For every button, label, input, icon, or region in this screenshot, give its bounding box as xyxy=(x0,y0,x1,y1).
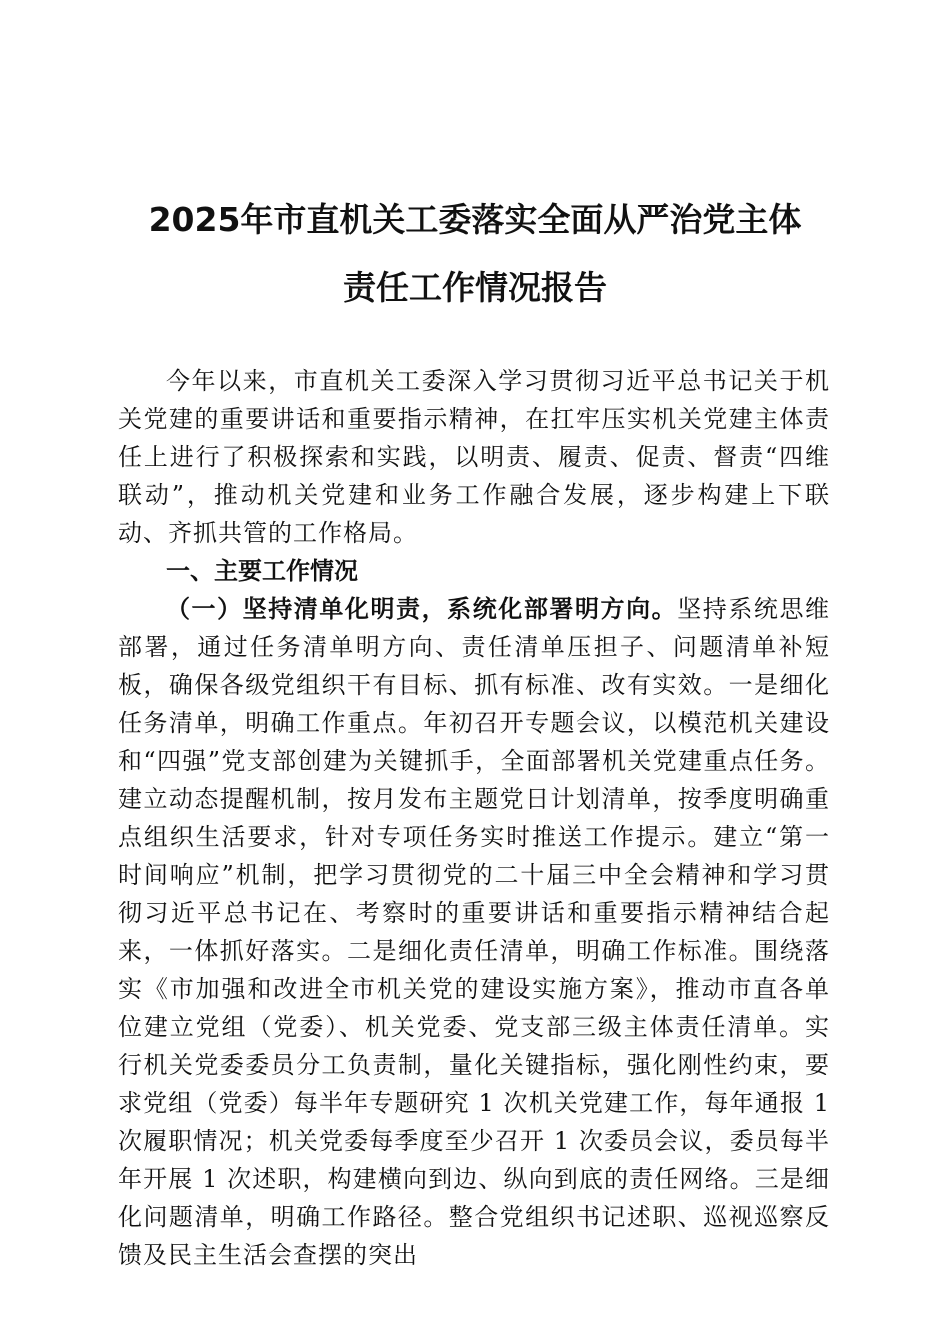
sub-heading-checklist: （一）坚持清单化明责，系统化部署明方向。 xyxy=(166,594,678,623)
document-body xyxy=(118,362,830,1274)
intro-paragraph: 今年以来，市直机关工委深入学习贯彻习近平总书记关于机关党建的重要讲话和重要指示精神，在扛牢压实机关党建主体责任上进行了积极探索和实践，以明责、履责、促责、督责“四维联动”，推动机关党建和业务工作融合发展，逐步构建上下联动、齐抓共管的工作格局。 xyxy=(118,367,830,547)
section-paragraph-1 xyxy=(118,590,830,1274)
document-title-line-1: 2025年市直机关工委落实全面从严治党主体 xyxy=(148,200,802,239)
section-heading-main-work: 一、主要工作情况 xyxy=(166,557,358,585)
document-title-line-2: 责任工作情况报告 xyxy=(343,268,607,307)
sub-paragraph-text: 坚持系统思维部署，通过任务清单明方向、责任清单压担子、问题清单补短板，确保各级党组织干有目标、抓有标准、改有实效。一是细化任务清单，明确工作重点。年初召开专题会议，以模范机关建设和“四强”党支部创建为关键抓手，全面部署机关党建重点任务。建立动态提醒机制，按月发布主题党日计划清单，按季度明确重点组织生活要求，针对专项任务实时推送工作提示。建立“第一时间响应”机制，把学习贯彻党的二十届三中全会精神和学习贯彻习近平总书记在、考察时的重要讲话和重要指示精神结合起来，一体抓好落实。二是细化责任清单，明确工作标准。围绕落实《市加强和改进全市机关党的建设实施方案》，推动市直各单位建立党组（党委）、机关党委、党支部三级主体责任清单。实行机关党委委员分工负责制，量化关键指标，强化刚性约束，要求党组（党委）每半年专题研究 1 次机关党建工作，每年通报 1 次履职情况；机关党委每季度至少召开 1 次委员会议，委员每半年开展 1 次述职，构建横向到边、纵向到底的责任网络。三是细化问题清单，明确工作路径。整合党组织书记述职、巡视巡察反馈及民主生活会查摆的突出 xyxy=(118,595,831,1269)
